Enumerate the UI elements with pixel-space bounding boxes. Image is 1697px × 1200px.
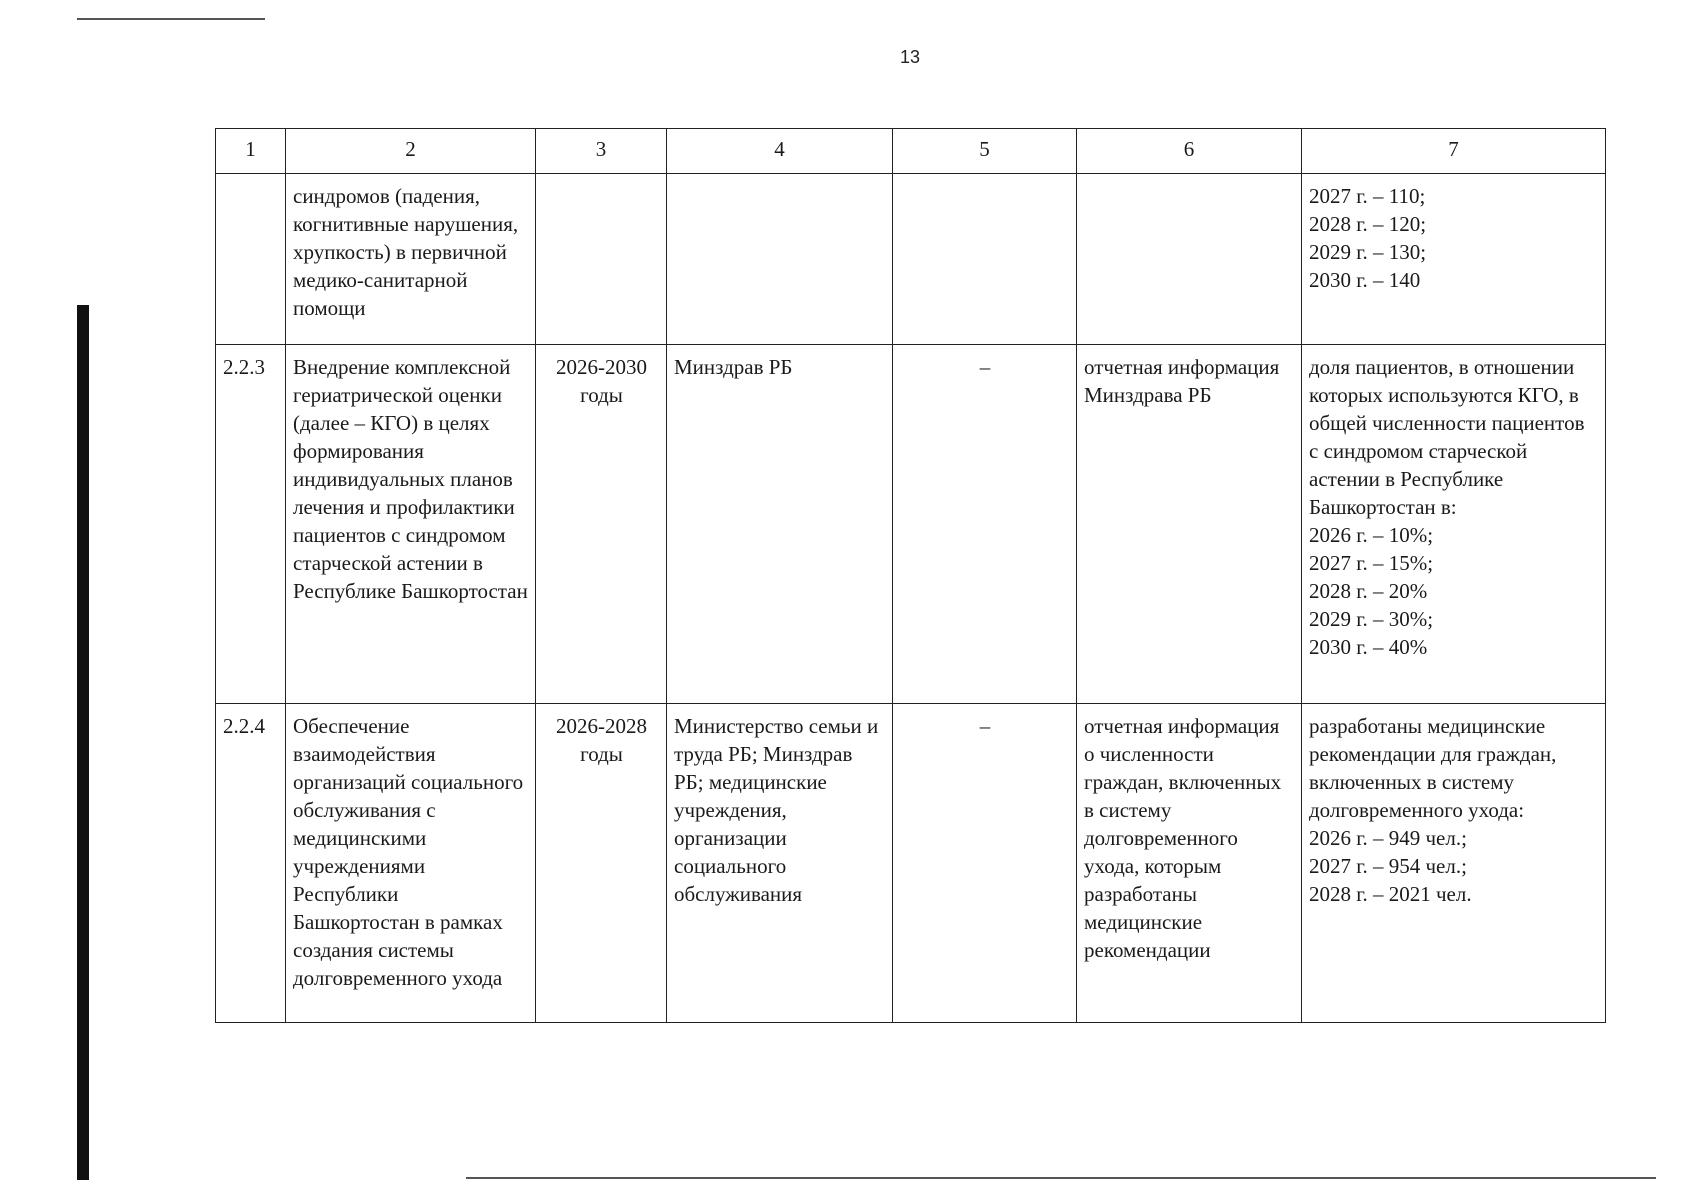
indicator-line: 2029 г. – 30%; — [1309, 607, 1434, 631]
period-cell: 2026-2028 годы — [536, 704, 667, 1023]
indicator-cell — [1302, 345, 1606, 704]
indicator-line: 2030 г. – 140 — [1309, 268, 1421, 292]
reporting-cell — [1077, 174, 1302, 345]
scan-artifact-bottom-line — [466, 1177, 1656, 1179]
column-header: 4 — [667, 129, 893, 174]
column-header: 5 — [893, 129, 1077, 174]
column-header: 7 — [1302, 129, 1606, 174]
table-row — [216, 345, 1606, 704]
indicator-line: 2029 г. – 130; — [1309, 240, 1427, 264]
measure-cell: Обеспечение взаимодействия организаций социального обслуживания с медицинскими учреждениями Республики Башкортостан в рамках создания системы долговременного ухода — [286, 704, 536, 1023]
table-row — [216, 174, 1606, 345]
executor-cell: Минздрав РБ — [667, 345, 893, 704]
executor-cell — [667, 174, 893, 345]
column-header: 2 — [286, 129, 536, 174]
scan-artifact-left-bar — [77, 305, 89, 1180]
table-row — [216, 704, 1606, 1023]
scan-artifact-top-line — [77, 18, 265, 20]
indicator-line: 2027 г. – 15%; — [1309, 551, 1434, 575]
indicator-cell — [1302, 174, 1606, 345]
indicator-cell — [1302, 704, 1606, 1023]
indicator-line: 2026 г. – 10%; — [1309, 523, 1434, 547]
funding-cell: – — [893, 345, 1077, 704]
period-cell: 2026-2030 годы — [536, 345, 667, 704]
indicator-line: доля пациентов, в отношении которых используются КГО, в общей численности пациентов с синдромом старческой астении в Республике Башкортостан в: — [1309, 355, 1585, 519]
page-number: 13 — [899, 47, 921, 67]
indicator-line: 2030 г. – 40% — [1309, 635, 1428, 659]
row-number-cell: 2.2.4 — [216, 704, 286, 1023]
measure-cell: синдромов (падения, когнитивные нарушения, хрупкость) в первичной медико-санитарной помощи — [286, 174, 536, 345]
table-header-row — [216, 129, 1606, 174]
measures-table — [215, 128, 1606, 1023]
indicator-line: разработаны медицинские рекомендации для граждан, включенных в систему долговременного ухода: — [1309, 714, 1557, 822]
period-cell — [536, 174, 667, 345]
indicator-line: 2026 г. – 949 чел.; — [1309, 826, 1467, 850]
indicator-line: 2027 г. – 954 чел.; — [1309, 854, 1467, 878]
reporting-cell: отчетная информация о численности граждан, включенных в систему долговременного ухода, которым разработаны медицинские рекомендации — [1077, 704, 1302, 1023]
column-header: 6 — [1077, 129, 1302, 174]
indicator-line: 2028 г. – 120; — [1309, 212, 1427, 236]
row-number-cell — [216, 174, 286, 345]
row-number-cell: 2.2.3 — [216, 345, 286, 704]
indicator-line: 2028 г. – 20% — [1309, 579, 1428, 603]
column-header: 3 — [536, 129, 667, 174]
column-header: 1 — [216, 129, 286, 174]
measure-cell: Внедрение комплексной гериатрической оценки (далее – КГО) в целях формирования индивидуальных планов лечения и профилактики пациентов с синдромом старческой астении в Республике Башкортостан — [286, 345, 536, 704]
executor-cell: Министерство семьи и труда РБ; Минздрав РБ; медицинские учреждения, организации социального обслуживания — [667, 704, 893, 1023]
funding-cell — [893, 174, 1077, 345]
indicator-line: 2027 г. – 110; — [1309, 184, 1426, 208]
indicator-line: 2028 г. – 2021 чел. — [1309, 882, 1472, 906]
funding-cell: – — [893, 704, 1077, 1023]
reporting-cell: отчетная информация Минздрава РБ — [1077, 345, 1302, 704]
